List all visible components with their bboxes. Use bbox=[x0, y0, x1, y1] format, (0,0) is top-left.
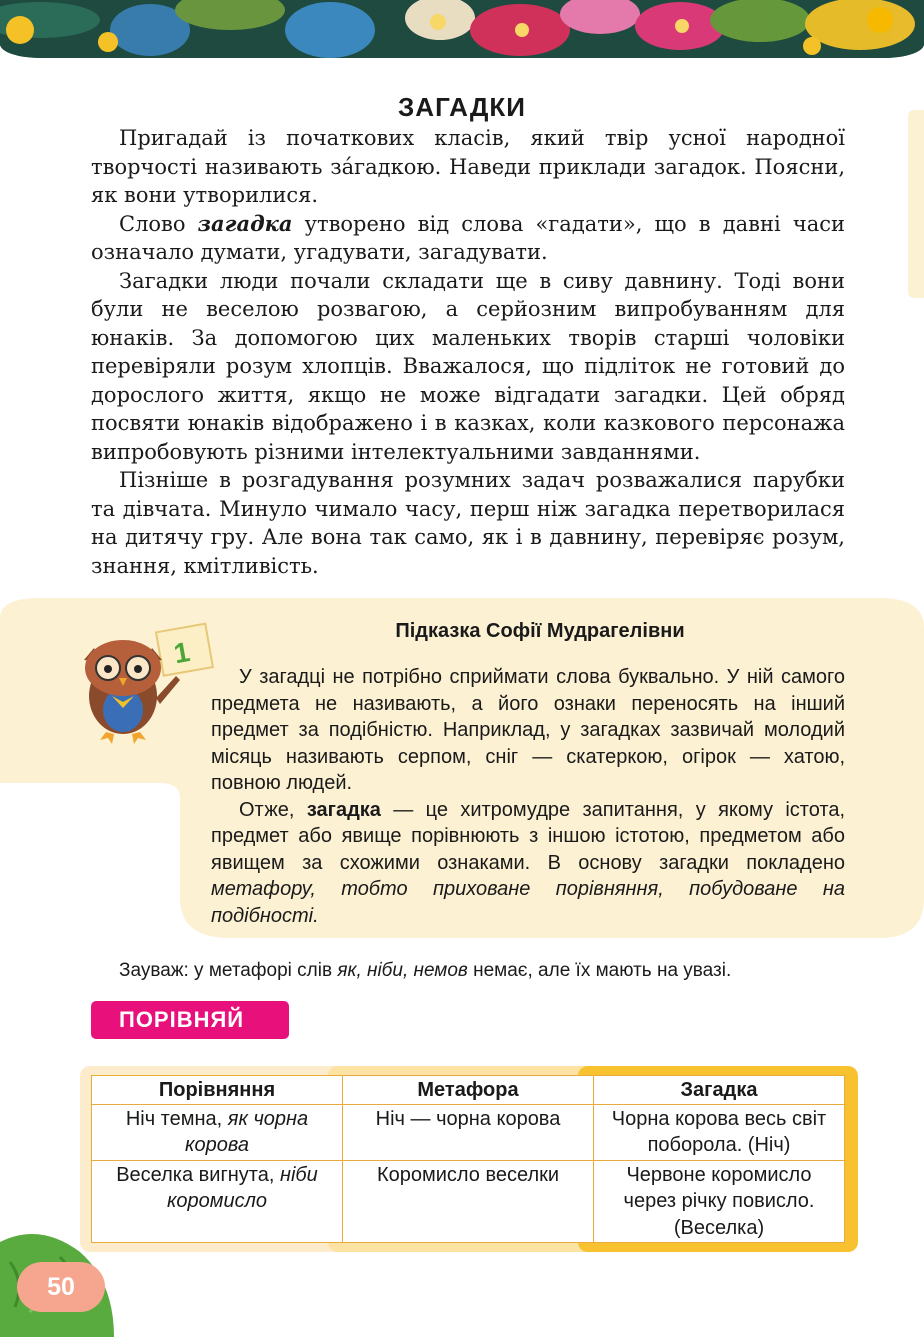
cell-comparison bbox=[92, 1104, 343, 1160]
term-zagadka: загадка bbox=[197, 210, 293, 236]
compare-table bbox=[91, 1075, 845, 1243]
header-riddle: Загадка bbox=[594, 1076, 845, 1105]
cell-riddle: Червоне коромисло через річку повисло. (Веселка) bbox=[594, 1160, 845, 1243]
table-row bbox=[92, 1160, 845, 1243]
text: утворено від слова «гадати», що в давні часи означало думати, угадувати, загадувати. bbox=[91, 211, 845, 264]
hint-paragraph-1 bbox=[211, 664, 845, 797]
section-body bbox=[91, 124, 845, 580]
compare-table-wrap bbox=[80, 1066, 858, 1252]
paragraph-3 bbox=[91, 267, 845, 467]
text: У загадці не потрібно сприймати слова буквально. У ній самого предмета не називають, а його ознаки переносять на інший предмет за подібністю. Наприклад, у загадках зазвичай молодий місяць називають серпом, сніг — скатеркою, огірок — хатою, повною людей. bbox=[211, 666, 845, 794]
paragraph-2 bbox=[91, 210, 845, 267]
definition-italic: метафору, тобто приховане порівняння, побудоване на подібності. bbox=[211, 878, 845, 927]
paragraph-1 bbox=[91, 124, 845, 210]
hint-body bbox=[211, 664, 845, 929]
text: Зауваж: у метафорі слів bbox=[119, 960, 338, 981]
header-metaphor: Метафора bbox=[343, 1076, 594, 1105]
side-tab bbox=[908, 110, 924, 298]
text: Загадки люди почали складати ще в сиву давнину. Тоді вони були не веселою розвагою, а серйозним випробуванням для юнаків. За допомогою цих маленьких творів старші чоловіки перевіряли розум хлопців. Вважалося, що підліток не готовий до дорослого життя, якщо не може відгадати загадки. Цей обряд посвяти юнаків відображено і в казках, коли казкового персонажа випробовують різними інтелектуальними завданнями. bbox=[91, 268, 845, 464]
table-row bbox=[92, 1104, 845, 1160]
text: Слово bbox=[119, 211, 198, 236]
term-zagadka: загадка bbox=[306, 798, 381, 821]
note-italic: як, ніби, немов bbox=[337, 960, 468, 981]
text: Пригадай із початкових класів, який твір усної народної творчості називають за́гадкою. Наведи приклади загадок. Поясни, як вони утворилися. bbox=[91, 126, 845, 207]
text: Веселка вигнута, bbox=[116, 1163, 280, 1186]
page-number: 50 bbox=[17, 1262, 105, 1312]
text: — це хитромудре запитання, у якому істота, предмет або явище порівнюють з іншою істотою, предметом або явищем за схожими ознаками. В основу загадки покладено bbox=[211, 798, 846, 874]
section-title: ЗАГАДКИ bbox=[398, 92, 526, 122]
text: Пізніше в розгадування розумних задач розважалися парубки та дівчата. Минуло чимало часу, перш ніж загадка перетворилася на дитячу гру. Але вона так само, як і в давнину, перевіряє розум, знання, кмітливість. bbox=[91, 468, 845, 578]
paragraph-4 bbox=[91, 466, 845, 580]
cell-metaphor: Коромисло веселки bbox=[343, 1160, 594, 1243]
text-italic: ніби коромисло bbox=[166, 1163, 318, 1212]
cell-riddle: Чорна корова весь світ поборола. (Ніч) bbox=[594, 1104, 845, 1160]
table-header-row bbox=[92, 1076, 845, 1105]
text: немає, але їх мають на увазі. bbox=[467, 960, 732, 981]
text: Ніч темна, bbox=[125, 1107, 228, 1130]
note bbox=[119, 960, 731, 982]
hint-title: Підказка Софії Мудрагелівни bbox=[395, 620, 685, 642]
card-number: 1 bbox=[171, 636, 193, 670]
cell-metaphor: Ніч — чорна корова bbox=[343, 1104, 594, 1160]
cell-comparison bbox=[92, 1160, 343, 1243]
header-comparison: Порівняння bbox=[92, 1076, 343, 1105]
owl-mascot-icon bbox=[68, 618, 218, 746]
text-italic: як чорна корова bbox=[185, 1107, 309, 1156]
hint-paragraph-2 bbox=[211, 797, 845, 930]
text: Отже, bbox=[239, 798, 307, 821]
compare-label: ПОРІВНЯЙ bbox=[91, 1001, 289, 1039]
flowers-banner-icon bbox=[0, 0, 924, 58]
